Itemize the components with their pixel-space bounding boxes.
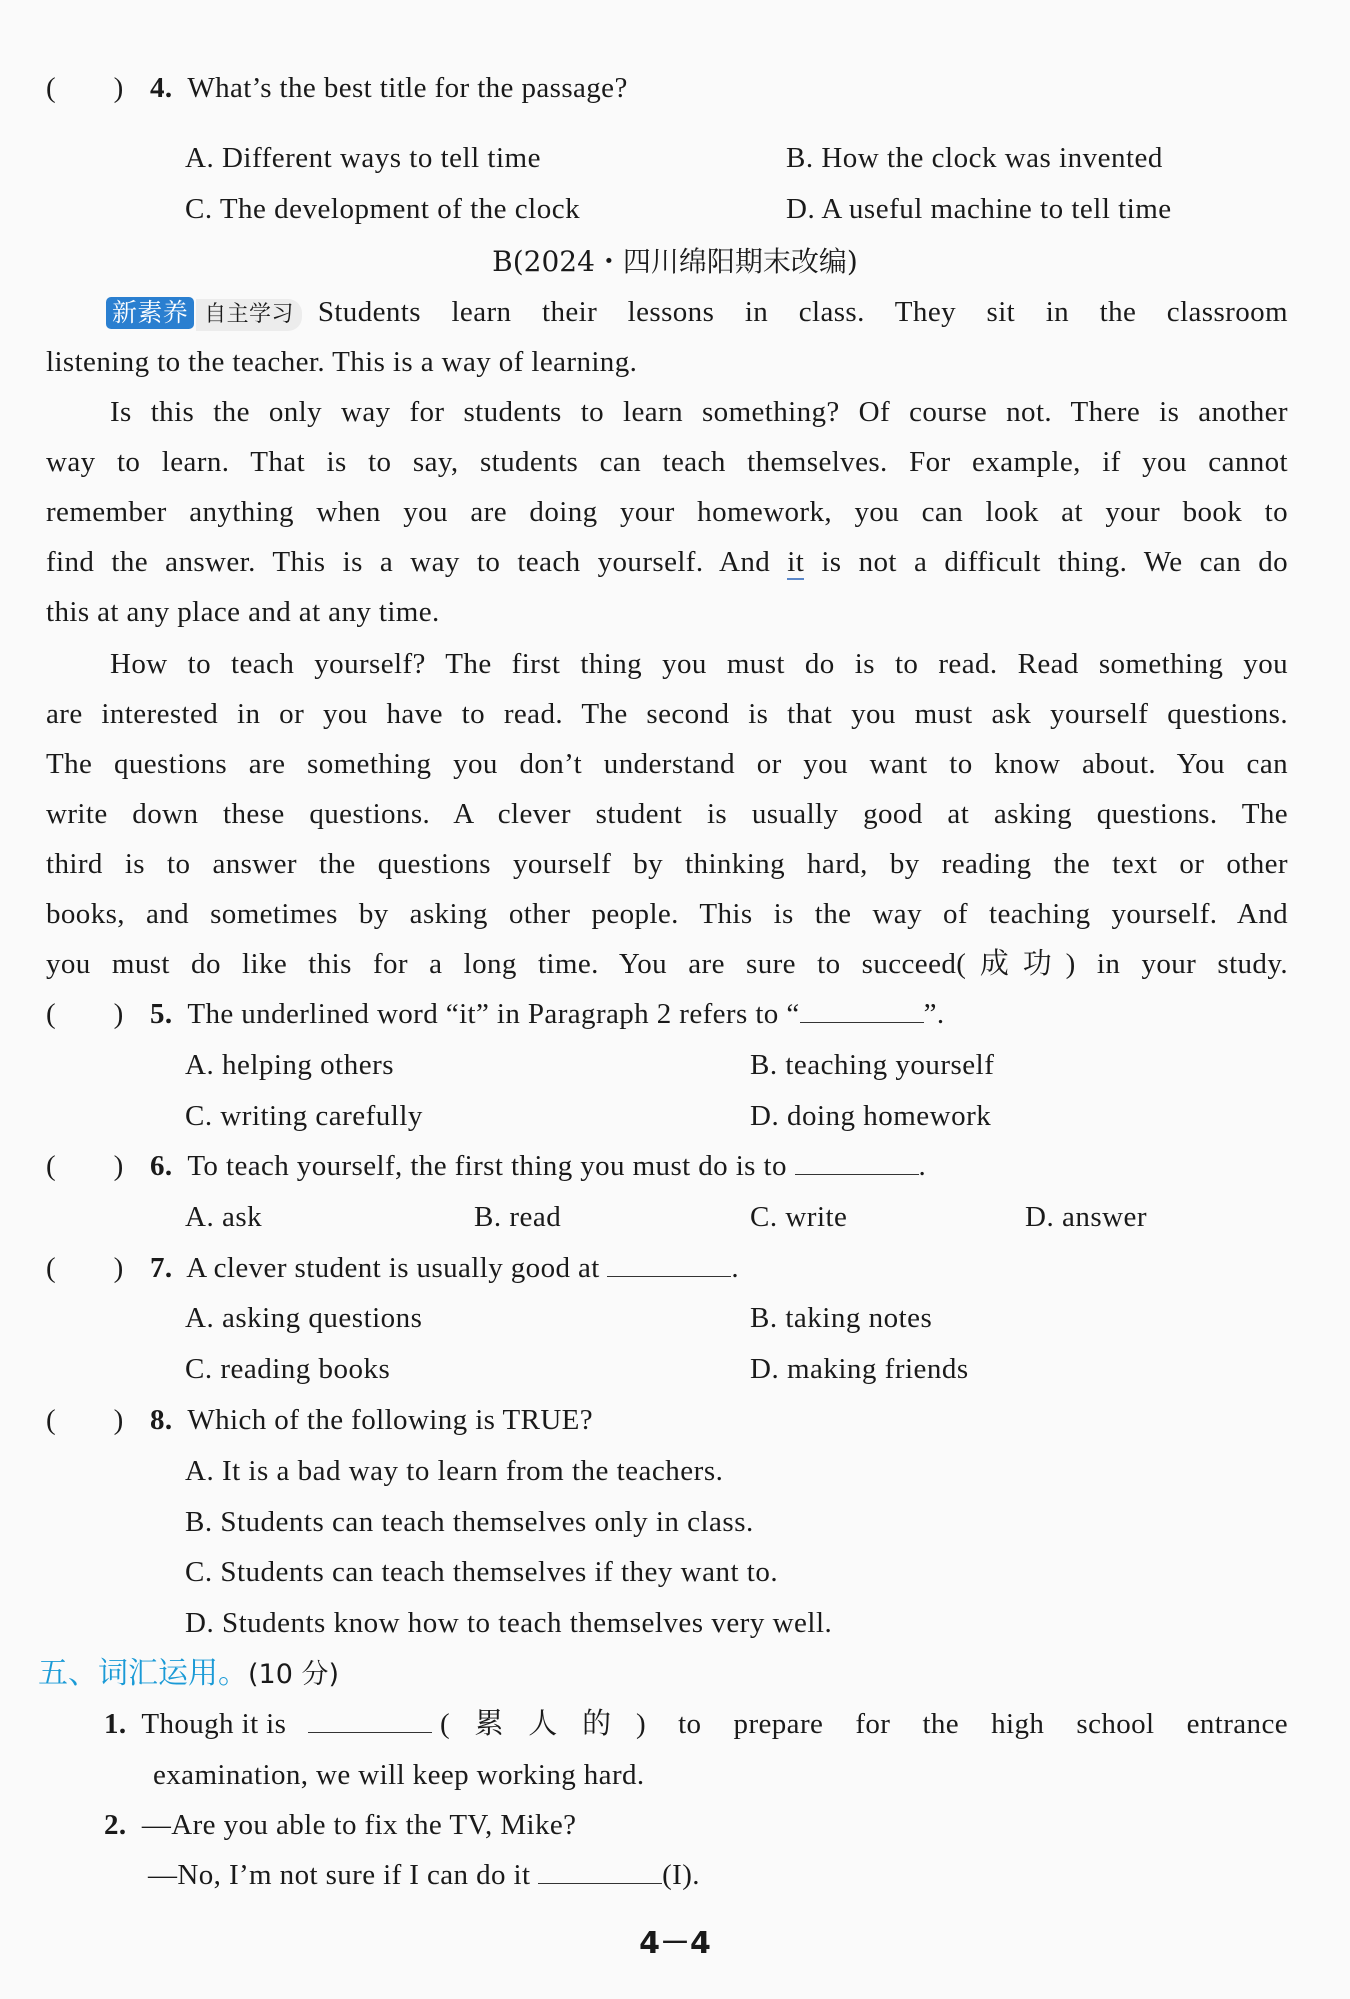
q8-option-b[interactable]: B. Students can teach themselves only in class. bbox=[185, 1506, 754, 1538]
q5-option-d[interactable]: D. doing homework bbox=[750, 1100, 992, 1132]
answer-paren-q5[interactable]: ( ) bbox=[46, 998, 124, 1030]
vocab-item-2-line-2 bbox=[148, 1857, 700, 1893]
q4-option-c[interactable]: C. The development of the clock bbox=[185, 193, 581, 225]
passage-line-5: remember anything when you are doing your homework, you can look at your book to bbox=[46, 496, 1288, 528]
q4-option-b[interactable]: B. How the clock was invented bbox=[786, 142, 1163, 174]
passage-line-4: way to learn. That is to say, students can teach themselves. For example, if you cannot bbox=[46, 446, 1288, 478]
item-number: 2. bbox=[104, 1809, 127, 1841]
blank-line[interactable] bbox=[607, 1250, 731, 1277]
q7-option-b[interactable]: B. taking notes bbox=[750, 1302, 933, 1334]
passage-line-9: are interested in or you have to read. The second is that you must ask yourself questions. bbox=[46, 698, 1288, 730]
q6-option-a[interactable]: A. ask bbox=[185, 1201, 263, 1233]
q8-option-d[interactable]: D. Students know how to teach themselves very well. bbox=[185, 1607, 833, 1639]
q6-option-b[interactable]: B. read bbox=[474, 1201, 562, 1233]
q6-option-c[interactable]: C. write bbox=[750, 1201, 848, 1233]
item-text: Though it is bbox=[141, 1708, 287, 1740]
blank-line[interactable] bbox=[795, 1148, 919, 1175]
question-5-stem bbox=[150, 996, 945, 1032]
q5-option-b[interactable]: B. teaching yourself bbox=[750, 1049, 995, 1081]
item-text: (I). bbox=[662, 1859, 700, 1891]
passage-line-7: this at any place and at any time. bbox=[46, 596, 440, 628]
q8-option-a[interactable]: A. It is a bad way to learn from the teachers. bbox=[185, 1455, 724, 1487]
question-text: To teach yourself, the first thing you must do is to bbox=[187, 1150, 787, 1182]
question-text: . bbox=[731, 1252, 740, 1284]
question-4-stem bbox=[150, 70, 628, 106]
blank-line[interactable] bbox=[308, 1706, 432, 1733]
question-text: What’s the best title for the passage? bbox=[187, 72, 628, 104]
passage-b-heading: B(2024・四川绵阳期末改编) bbox=[492, 245, 858, 278]
tag-new-literacy: 新素养 bbox=[106, 297, 194, 329]
passage-line-13: books, and sometimes by asking other people. This is the way of teaching yourself. And bbox=[46, 898, 1288, 930]
question-text: The underlined word “it” in Paragraph 2 refers to “ bbox=[187, 998, 800, 1030]
passage-line-8: How to teach yourself? The first thing you must do is to read. Read something you bbox=[110, 648, 1288, 680]
question-text: . bbox=[918, 1150, 927, 1182]
q4-option-d[interactable]: D. A useful machine to tell time bbox=[786, 193, 1172, 225]
page-number: 4－4 bbox=[639, 1926, 711, 1961]
passage-text: Students learn their lessons in class. They sit in the classroom bbox=[317, 296, 1288, 328]
q6-option-d[interactable]: D. answer bbox=[1025, 1201, 1148, 1233]
question-number: 7. bbox=[150, 1252, 173, 1284]
vocab-item-1-lead bbox=[104, 1706, 432, 1742]
answer-paren-q7[interactable]: ( ) bbox=[46, 1252, 124, 1284]
question-number: 4. bbox=[150, 72, 173, 104]
q8-option-c[interactable]: C. Students can teach themselves if they want to. bbox=[185, 1556, 779, 1588]
q4-option-a[interactable]: A. Different ways to tell time bbox=[185, 142, 541, 174]
answer-paren-q8[interactable]: ( ) bbox=[46, 1404, 124, 1436]
question-number: 6. bbox=[150, 1150, 173, 1182]
underlined-word-it: it bbox=[787, 546, 805, 578]
q5-option-c[interactable]: C. writing carefully bbox=[185, 1100, 423, 1132]
q5-option-a[interactable]: A. helping others bbox=[185, 1049, 395, 1081]
item-text: —Are you able to fix the TV, Mike? bbox=[141, 1809, 577, 1841]
tag-self-study: 自主学习 bbox=[196, 299, 302, 331]
passage-line-11: write down these questions. A clever student is usually good at asking questions. The bbox=[46, 798, 1288, 830]
vocab-item-1-line-1 bbox=[104, 1706, 1288, 1742]
question-8-stem bbox=[150, 1402, 593, 1438]
passage-line-10: The questions are something you don’t understand or you want to know about. You can bbox=[46, 748, 1288, 780]
q7-option-a[interactable]: A. asking questions bbox=[185, 1302, 423, 1334]
item-text: —No, I’m not sure if I can do it bbox=[148, 1859, 531, 1891]
section-5-header bbox=[38, 1655, 339, 1694]
passage-line-12: third is to answer the questions yourself by thinking hard, by reading the text or other bbox=[46, 848, 1288, 880]
blank-line[interactable] bbox=[538, 1857, 662, 1884]
section-title: 五、词汇运用。 bbox=[38, 1656, 248, 1691]
section-score: (10 分) bbox=[248, 1659, 340, 1690]
passage-tags bbox=[106, 294, 302, 331]
passage-line-6 bbox=[46, 544, 1288, 580]
passage-line-1 bbox=[106, 294, 1288, 331]
question-number: 5. bbox=[150, 998, 173, 1030]
answer-paren-q4[interactable]: ( ) bbox=[46, 72, 124, 104]
question-text: ”. bbox=[923, 998, 945, 1030]
passage-text: find the answer. This is a way to teach yourself. And bbox=[46, 546, 771, 578]
passage-text: is not a difficult thing. We can do bbox=[821, 546, 1289, 578]
passage-line-3: Is this the only way for students to learn something? Of course not. There is another bbox=[110, 396, 1288, 428]
question-text: A clever student is usually good at bbox=[186, 1252, 600, 1284]
question-6-stem bbox=[150, 1148, 926, 1184]
q7-option-c[interactable]: C. reading books bbox=[185, 1353, 391, 1385]
q7-option-d[interactable]: D. making friends bbox=[750, 1353, 969, 1385]
blank-line[interactable] bbox=[800, 996, 924, 1023]
vocab-item-2-line-1 bbox=[104, 1807, 576, 1843]
answer-paren-q6[interactable]: ( ) bbox=[46, 1150, 124, 1182]
question-text: Which of the following is TRUE? bbox=[187, 1404, 594, 1436]
question-number: 8. bbox=[150, 1404, 173, 1436]
vocab-item-1-line-2: examination, we will keep working hard. bbox=[153, 1759, 645, 1791]
question-7-stem bbox=[150, 1250, 739, 1286]
passage-line-2: listening to the teacher. This is a way of learning. bbox=[46, 346, 638, 378]
item-number: 1. bbox=[104, 1708, 127, 1740]
passage-line-14: you must do like this for a long time. You are sure to succeed(成功) in your study. bbox=[46, 948, 1288, 980]
item-text: (累人的) to prepare for the high school entrance bbox=[439, 1708, 1288, 1740]
